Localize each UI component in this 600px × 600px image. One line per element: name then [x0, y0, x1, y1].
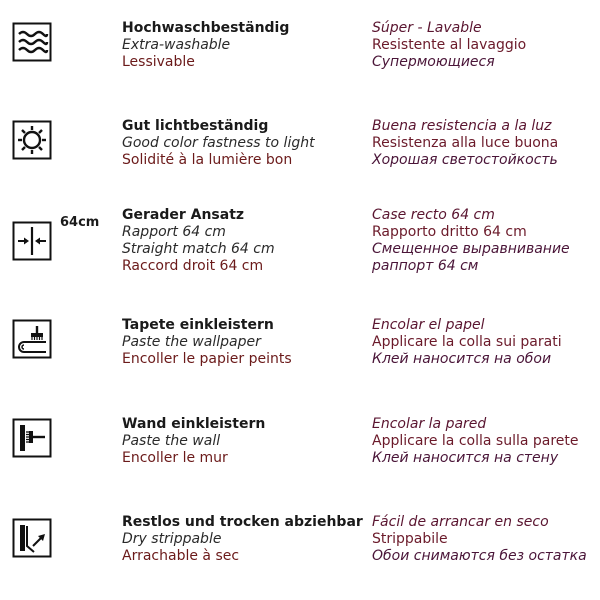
paste-wall-icon [12, 418, 52, 458]
label-spanish: Súper - Lavable [372, 20, 482, 36]
label-russian: Клей наносится на обои [372, 351, 552, 367]
label-russian: Клей наносится на стену [372, 450, 559, 466]
label-french: Encoller le mur [122, 450, 228, 466]
label-german-repeat: Rapport 64 cm [122, 224, 226, 240]
text-column-left [122, 118, 362, 169]
label-english: Straight match 64 cm [122, 241, 275, 257]
label-spanish: Buena resistencia a la luz [372, 118, 552, 134]
text-column-right [372, 20, 600, 71]
text-column-left [122, 207, 362, 275]
label-italian: Resistenza alla luce buona [372, 135, 559, 151]
label-english: Good color fastness to light [122, 135, 315, 151]
text-column-left [122, 317, 362, 368]
label-french: Lessivable [122, 54, 195, 70]
straight-match-icon [12, 221, 52, 261]
label-english: Dry strippable [122, 531, 222, 547]
text-column-right [372, 317, 600, 368]
label-german: Gut lichtbeständig [122, 118, 269, 134]
label-italian: Rapporto dritto 64 cm [372, 224, 527, 240]
label-russian-repeat: раппорт 64 см [372, 258, 479, 274]
text-column-left [122, 416, 362, 467]
text-column-right [372, 118, 600, 169]
label-italian: Applicare la colla sulla parete [372, 433, 579, 449]
label-spanish: Encolar el papel [372, 317, 485, 333]
washable-icon [12, 22, 52, 62]
text-column-right [372, 416, 600, 467]
text-column-right [372, 514, 600, 565]
label-german: Tapete einkleistern [122, 317, 274, 333]
text-column-right [372, 207, 600, 275]
label-spanish: Encolar la pared [372, 416, 487, 432]
label-russian: Смещенное выравнивание [372, 241, 570, 257]
symbol-row-paste-wall [0, 416, 600, 496]
label-italian: Strippabile [372, 531, 448, 547]
label-spanish: Case recto 64 cm [372, 207, 495, 223]
label-french: Solidité à la lumière bon [122, 152, 293, 168]
match-repeat-label: 64cm [60, 215, 100, 230]
symbol-row-paste-wallpaper [0, 317, 600, 397]
label-italian: Applicare la colla sui parati [372, 334, 562, 350]
label-russian: Супермоющиеся [372, 54, 495, 70]
strippable-icon [12, 518, 52, 558]
label-german: Gerader Ansatz [122, 207, 245, 223]
label-french: Raccord droit 64 cm [122, 258, 264, 274]
symbol-row-lightfast [0, 118, 600, 198]
text-column-left [122, 514, 362, 565]
label-russian: Хорошая светостойкость [372, 152, 558, 168]
label-english: Paste the wallpaper [122, 334, 261, 350]
label-german: Hochwaschbeständig [122, 20, 290, 36]
paste-wallpaper-icon [12, 319, 52, 359]
symbol-row-strippable [0, 514, 600, 594]
symbol-row-straight-match [0, 207, 600, 287]
label-german: Restlos und trocken abziehbar [122, 514, 363, 530]
label-italian: Resistente al lavaggio [372, 37, 527, 53]
label-french: Arrachable à sec [122, 548, 240, 564]
label-german: Wand einkleistern [122, 416, 266, 432]
label-english: Paste the wall [122, 433, 221, 449]
lightfast-icon [12, 120, 52, 160]
label-russian: Обои снимаются без остатка [372, 548, 587, 564]
label-english: Extra-washable [122, 37, 231, 53]
symbol-row-washable [0, 20, 600, 100]
label-spanish: Fácil de arrancar en seco [372, 514, 549, 530]
label-french: Encoller le papier peints [122, 351, 292, 367]
text-column-left [122, 20, 362, 71]
